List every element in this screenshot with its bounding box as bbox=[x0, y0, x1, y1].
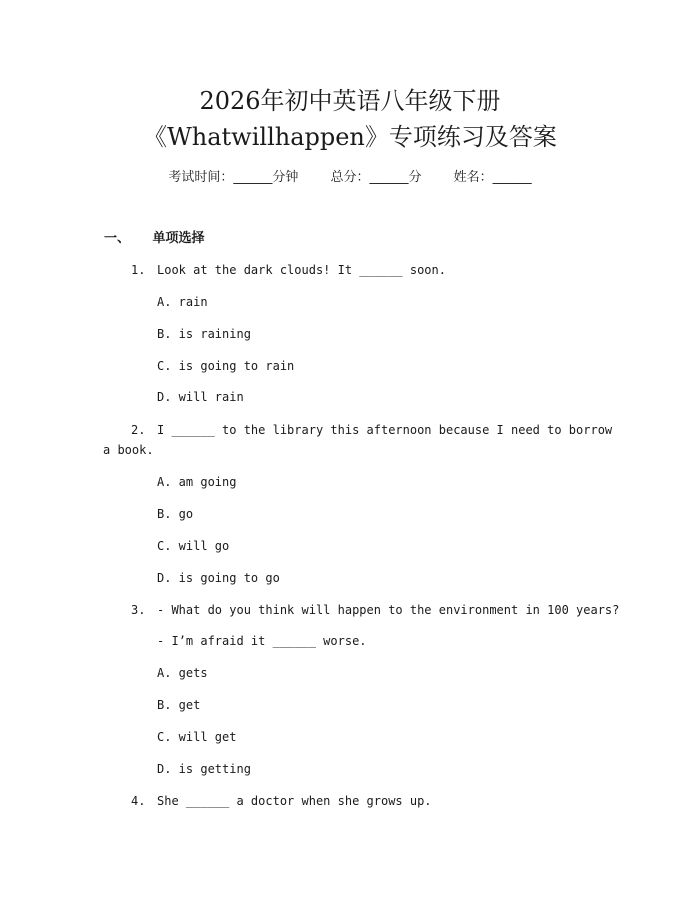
option-d: D. will rain bbox=[157, 390, 244, 404]
option-a: A. gets bbox=[157, 666, 208, 680]
section-title: 单项选择 bbox=[152, 231, 205, 246]
question-text: - What do you think will happen to the environment in 100 years? bbox=[157, 603, 620, 617]
question-number: 3. bbox=[131, 603, 146, 617]
title-line-1: 2026年初中英语八年级下册 bbox=[199, 87, 501, 115]
title-line-2: 《Whatwillhappen》专项练习及答案 bbox=[143, 123, 557, 151]
option-a: A. rain bbox=[157, 295, 208, 309]
question-text: She ______ a doctor when she grows up. bbox=[157, 794, 432, 808]
exam-time-field: 考试时间：______分钟 bbox=[168, 170, 299, 185]
question-number: 2. bbox=[131, 423, 146, 437]
option-b: B. go bbox=[157, 507, 194, 521]
question-text: I ______ to the library this afternoon because I need to borrow bbox=[157, 423, 613, 437]
option-b: B. is raining bbox=[157, 327, 251, 341]
option-b: B. get bbox=[157, 698, 201, 712]
student-name-field: 姓名：______ bbox=[453, 170, 532, 185]
question-number: 4. bbox=[131, 794, 146, 808]
option-c: C. will go bbox=[157, 539, 230, 553]
total-score-field: 总分：______分 bbox=[330, 170, 422, 185]
option-c: C. is going to rain bbox=[157, 359, 295, 373]
option-d: D. is going to go bbox=[157, 571, 280, 585]
question-number: 1. bbox=[131, 263, 146, 277]
question-text-continued: a book. bbox=[103, 443, 154, 457]
question-response-line: - I’m afraid it ______ worse. bbox=[157, 634, 367, 648]
option-a: A. am going bbox=[157, 475, 237, 489]
section-number: 一、 bbox=[104, 231, 131, 246]
exam-info bbox=[0, 169, 700, 187]
question-text: Look at the dark clouds! It ______ soon. bbox=[157, 263, 446, 277]
section-heading bbox=[104, 230, 205, 248]
option-d: D. is getting bbox=[157, 762, 251, 776]
option-c: C. will get bbox=[157, 730, 237, 744]
